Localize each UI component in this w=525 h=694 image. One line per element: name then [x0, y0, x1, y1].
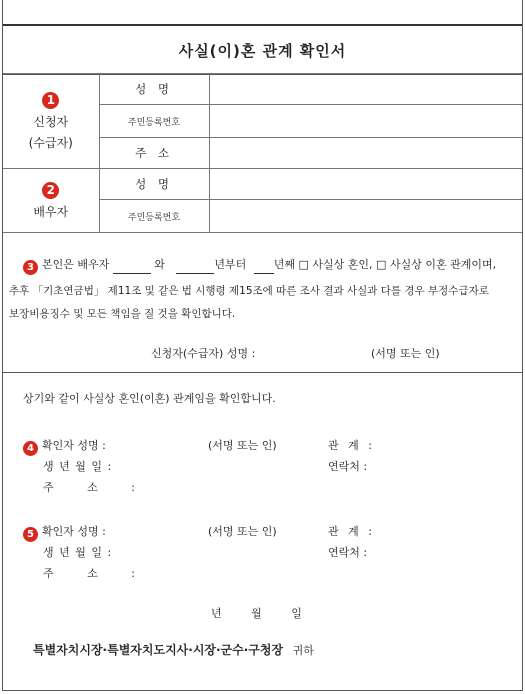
- years-blank[interactable]: [254, 260, 274, 274]
- applicant-signer-label: 신청자(수급자) 성명 :: [151, 347, 256, 360]
- section-divider: [3, 372, 522, 373]
- applicant-header: [3, 74, 99, 169]
- date-line: 년 월 일: [211, 607, 302, 620]
- spouse-id-field[interactable]: [209, 200, 522, 233]
- applicant-sign-hint[interactable]: (서명 또는 인): [371, 347, 440, 360]
- confirmer-2-name: 5 확인자 성명 :: [23, 523, 106, 542]
- spouse-name-label: 성 명: [99, 169, 209, 200]
- applicant-name-field[interactable]: [209, 74, 522, 105]
- confirmer-1-birth: 생 년 월 일 :: [43, 460, 113, 473]
- confirmer-2-birth: 생 년 월 일 :: [43, 546, 113, 559]
- number-badge-4: 4: [23, 441, 38, 456]
- spouse-id-label: 주민등록번호: [99, 200, 209, 233]
- declaration-line2: 추후 「기초연금법」 제11조 및 같은 법 시행령 제15조에 따른 조사 결과 사실과 다를 경우 부정수급자로: [9, 285, 489, 297]
- confirmer-2-sign-hint[interactable]: (서명 또는 인): [208, 525, 277, 538]
- confirmer-1-relation: 관 계 :: [328, 439, 375, 452]
- applicant-id-label: 주민등록번호: [99, 105, 209, 138]
- confirmer-2-relation: 관 계 :: [328, 525, 375, 538]
- form-frame: [2, 0, 523, 691]
- applicant-sublabel: (수급자): [28, 135, 73, 150]
- start-year-blank[interactable]: [176, 260, 214, 274]
- applicant-address-field[interactable]: [209, 138, 522, 169]
- confirmer-1-name: 4 확인자 성명 :: [23, 437, 106, 456]
- confirmer-2-contact: 연락처 :: [328, 546, 368, 559]
- confirmer-1-address: 주 소 :: [43, 481, 135, 494]
- number-badge-5: 5: [23, 527, 38, 542]
- spouse-name-field[interactable]: [209, 169, 522, 200]
- declaration-line1: 3 본인은 배우자 와 년부터 년째 □ 사실상 혼인, □ 사실상 이혼 관계이며,: [23, 256, 496, 275]
- number-badge-3: 3: [23, 260, 38, 275]
- applicant-label: 신청자: [33, 114, 69, 129]
- recipient-office: 특별자치시장·특별자치도지사·시장·군수·구청장: [33, 643, 284, 657]
- confirmer-2-address: 주 소 :: [43, 567, 135, 580]
- number-badge-1: 1: [42, 92, 59, 109]
- spouse-header: [3, 169, 99, 233]
- spouse-name-blank[interactable]: [113, 260, 151, 274]
- applicant-name-label: 성 명: [99, 74, 209, 105]
- number-badge-2: 2: [42, 182, 59, 199]
- confirm-statement: 상기와 같이 사실상 혼인(이혼) 관계임을 확인합니다.: [23, 392, 276, 405]
- applicant-id-field[interactable]: [209, 105, 522, 138]
- info-table: [3, 73, 522, 233]
- confirmer-1-sign-hint[interactable]: (서명 또는 인): [208, 439, 277, 452]
- recipient-line: [33, 641, 314, 658]
- confirmer-1-contact: 연락처 :: [328, 460, 368, 473]
- spouse-label: 배우자: [33, 204, 69, 219]
- form-title: 사실(이)혼 관계 확인서: [3, 24, 522, 75]
- recipient-honorific: 귀하: [292, 644, 314, 657]
- applicant-address-label: 주 소: [99, 138, 209, 169]
- declaration-line3: 보장비용징수 및 모든 책임을 질 것을 확인합니다.: [9, 308, 236, 320]
